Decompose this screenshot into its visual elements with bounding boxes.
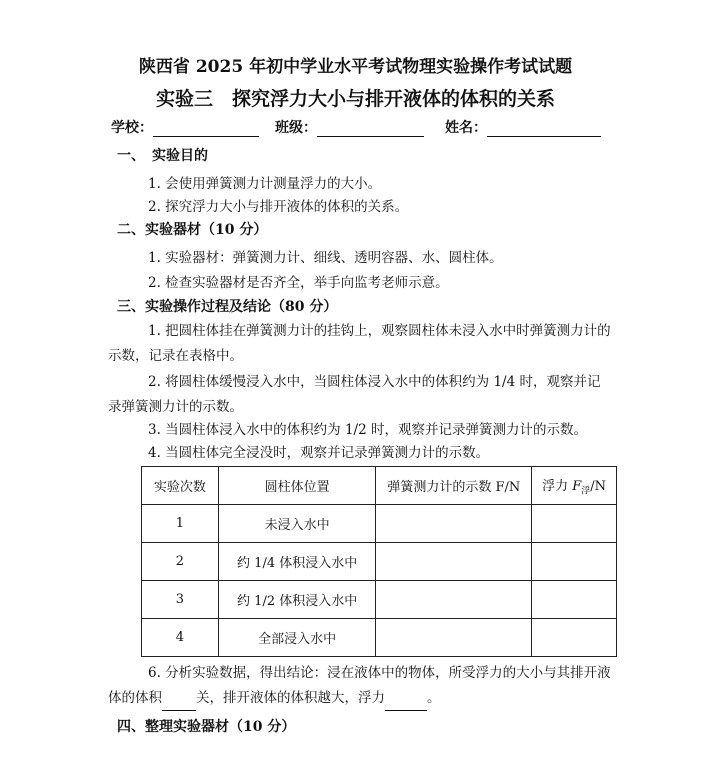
name-field [445, 117, 601, 137]
header-spring-reading: 弹簧测力计的示数 F/N [376, 467, 532, 505]
cylinder-position: 全部浸入水中 [218, 619, 376, 657]
class-blank[interactable] [317, 122, 424, 137]
experiment-title: 实验三 探究浮力大小与排开液体的体积的关系 [155, 88, 555, 110]
name-label: 姓名： [445, 120, 487, 136]
buoyancy-cell[interactable] [532, 581, 617, 619]
equipment-item: 1. 实验器材：弹簧测力计、细线、透明容器、水、圆柱体。 [148, 250, 503, 266]
section-procedure-title: 三、实验操作过程及结论（80 分） [117, 299, 338, 315]
purpose-item: 2. 探究浮力大小与排开液体的体积的关系。 [148, 199, 409, 215]
school-label: 学校： [111, 120, 153, 136]
header-trial-number: 实验次数 [142, 467, 219, 505]
spring-reading-cell[interactable] [376, 619, 532, 657]
conclusion-text-c: 。 [427, 690, 441, 706]
header-buoyancy: 浮力 $F_浮/N$ [532, 467, 617, 505]
cylinder-position: 未浸入水中 [218, 505, 376, 543]
equipment-item: 2. 检查实验器材是否齐全，举手向监考老师示意。 [148, 275, 449, 291]
trial-number: 4 [142, 619, 219, 657]
section-purpose-title: 一、 实验目的 [117, 148, 208, 164]
buoyancy-cell[interactable] [532, 543, 617, 581]
class-label: 班级： [275, 120, 317, 136]
name-blank[interactable] [487, 122, 601, 137]
school-blank[interactable] [153, 122, 259, 137]
spring-reading-cell[interactable] [376, 581, 532, 619]
trial-number: 3 [142, 581, 219, 619]
procedure-step-1: 1. 把圆柱体挂在弹簧测力计的挂钩上，观察圆柱体未浸入水中时弹簧测力计的示数，记录在表格中。 [108, 323, 611, 364]
procedure-step-4: 4. 当圆柱体完全浸没时，观察并记录弹簧测力计的示数。 [148, 445, 490, 461]
spring-reading-cell[interactable] [376, 543, 532, 581]
conclusion-text-b: 关，排开液体的体积越大，浮力 [196, 690, 385, 706]
table-header-row [142, 467, 617, 505]
buoyancy-unit: /N [590, 478, 607, 494]
exam-title: 陕西省 2025 年初中学业水平考试物理实验操作考试试题 [138, 57, 573, 77]
table-row [142, 505, 617, 543]
conclusion-text-a: 6. 分析实验数据，得出结论：浸在液体中的物体，所受浮力的大小与其排开液体的体积 [108, 665, 611, 706]
table-row [142, 619, 617, 657]
conclusion-step-6 [108, 661, 613, 711]
buoyancy-subscript: 浮 [581, 486, 591, 497]
spring-reading-cell[interactable] [376, 505, 532, 543]
procedure-step-3: 3. 当圆柱体浸入水中的体积约为 1/2 时，观察并记录弹簧测力计的示数。 [148, 422, 587, 438]
table-row [142, 543, 617, 581]
school-field [111, 117, 259, 137]
cylinder-position: 约 1/4 体积浸入水中 [218, 543, 376, 581]
table-row [142, 581, 617, 619]
data-table [141, 466, 617, 657]
procedure-step-2: 2. 将圆柱体缓慢浸入水中，当圆柱体浸入水中的体积约为 1/4 时，观察并记录弹簧测力计的示数。 [108, 374, 601, 415]
purpose-item: 1. 会使用弹簧测力计测量浮力的大小。 [148, 176, 382, 192]
buoyancy-cell[interactable] [532, 505, 617, 543]
section-cleanup-title: 四、整理实验器材（10 分） [117, 719, 296, 735]
section-equipment-title: 二、实验器材（10 分） [117, 222, 268, 238]
class-field [275, 117, 424, 137]
cylinder-position: 约 1/2 体积浸入水中 [218, 581, 376, 619]
buoyancy-symbol: F [572, 478, 582, 494]
conclusion-blank-2[interactable] [385, 696, 427, 711]
trial-number: 1 [142, 505, 219, 543]
buoyancy-cell[interactable] [532, 619, 617, 657]
header-cylinder-position: 圆柱体位置 [218, 467, 376, 505]
trial-number: 2 [142, 543, 219, 581]
conclusion-blank-1[interactable] [162, 696, 196, 711]
